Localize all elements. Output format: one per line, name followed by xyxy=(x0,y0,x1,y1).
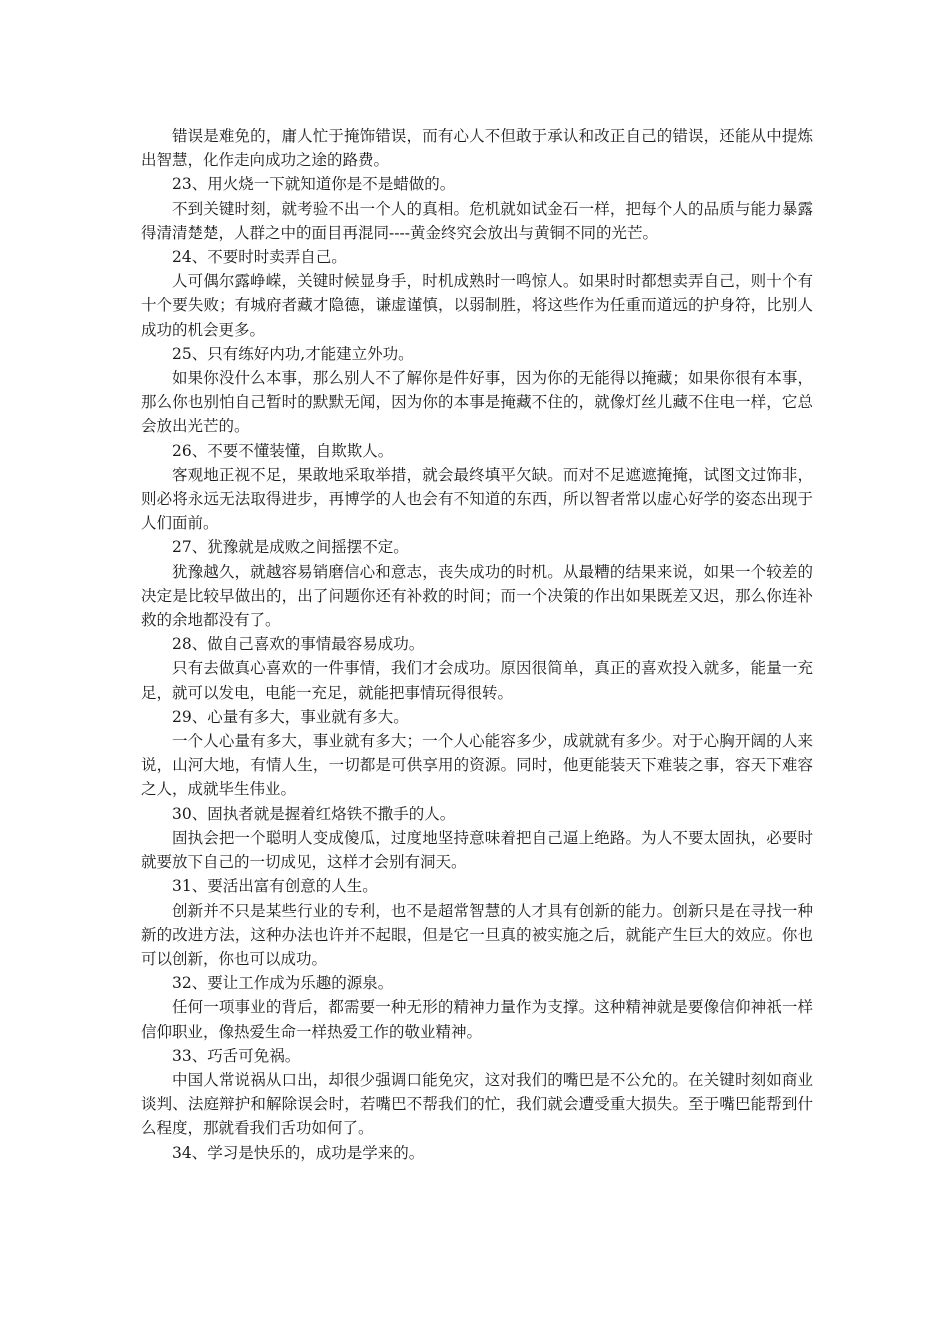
paragraph: 错误是难免的，庸人忙于掩饰错误，而有心人不但敢于承认和改正自己的错误，还能从中提炼出智慧，化作走向成功之途的路费。 xyxy=(141,127,813,170)
paragraph: 中国人常说祸从口出，却很少强调口能免灾，这对我们的嘴巴是不公允的。在关键时刻如商业谈判、法庭辩护和解除误会时，若嘴巴不帮我们的忙，我们就会遭受重大损失。至于嘴巴能帮到什么程度，那就看我们舌功如何了。 xyxy=(141,1070,813,1138)
section-heading-34: 34、学习是快乐的，成功是学来的。 xyxy=(172,1143,425,1162)
paragraph: 固执会把一个聪明人变成傻瓜，过度地坚持意味着把自己逼上绝路。为人不要太固执，必要时就要放下自己的一切成见，这样才会别有洞天。 xyxy=(141,828,813,872)
paragraph: 犹豫越久，就越容易销磨信心和意志，丧失成功的时机。从最糟的结果来说，如果一个较差的决定是比较早做出的，出了问题你还有补救的时间；而一个决策的作出如果既差又迟，那么你连补救的余地都没有了。 xyxy=(141,562,813,630)
paragraph: 创新并不只是某些行业的专利，也不是超常智慧的人才具有创新的能力。创新只是在寻找一种新的改进方法，这种办法也许并不起眼，但是它一旦真的被实施之后，就能产生巨大的效应。你也可以创新，你也可以成功。 xyxy=(141,901,813,968)
section-heading-29: 29、心量有多大，事业就有多大。 xyxy=(172,707,409,726)
paragraph: 人可偶尔露峥嵘，关键时候显身手，时机成熟时一鸣惊人。如果时时都想卖弄自己，则十个有十个要失败；有城府者藏才隐德，谦虚谨慎，以弱制胜，将这些作为任重而道远的护身符，比别人成功的机会更多。 xyxy=(141,272,813,339)
paragraph: 客观地正视不足，果敢地采取举措，就会最终填平欠缺。而对不足遮遮掩掩，试图文过饰非，则必将永远无法取得进步，再博学的人也会有不知道的东西，所以智者常以虚心好学的姿态出现于人们面前。 xyxy=(141,465,813,533)
paragraph: 不到关键时刻，就考验不出一个人的真相。危机就如试金石一样，把每个人的品质与能力暴露得清清楚楚，人群之中的面目再混同----黄金终究会放出与黄铜不同的光芒。 xyxy=(141,199,813,242)
section-heading-27: 27、犹豫就是成败之间摇摆不定。 xyxy=(172,538,409,557)
section-heading-32: 32、要让工作成为乐趣的源泉。 xyxy=(172,974,394,993)
section-heading-23: 23、用火烧一下就知道你是不是蜡做的。 xyxy=(172,175,456,194)
section-heading-33: 33、巧舌可免祸。 xyxy=(172,1046,301,1065)
section-heading-28: 28、做自己喜欢的事情最容易成功。 xyxy=(172,635,425,654)
section-heading-30: 30、固执者就是握着红烙铁不撒手的人。 xyxy=(172,804,456,823)
section-heading-31: 31、要活出富有创意的人生。 xyxy=(172,877,378,896)
paragraph: 任何一项事业的背后，都需要一种无形的精神力量作为支撑。这种精神就是要像信仰神祇一样信仰职业，像热爱生命一样热爱工作的敬业精神。 xyxy=(141,998,813,1041)
paragraph: 一个人心量有多大，事业就有多大；一个人心能容多少，成就就有多少。对于心胸开阔的人来说，山河大地，有情人生，一切都是可供享用的资源。同时，他更能装天下难装之事，容天下难容之人，成就毕生伟业。 xyxy=(141,732,813,799)
section-heading-24: 24、不要时时卖弄自己。 xyxy=(172,248,347,267)
section-heading-26: 26、不要不懂装懂，自欺欺人。 xyxy=(172,441,394,460)
paragraph: 只有去做真心喜欢的一件事情，我们才会成功。原因很简单，真正的喜欢投入就多，能量一充足，就可以发电，电能一充足，就能把事情玩得很转。 xyxy=(141,659,813,702)
document-body xyxy=(141,124,813,1165)
section-heading-25: 25、只有练好内功,才能建立外功。 xyxy=(172,344,414,363)
paragraph: 如果你没什么本事，那么别人不了解你是件好事，因为你的无能得以掩藏；如果你很有本事，那么你也别怕自己暂时的默默无闻，因为你的本事是掩藏不住的，就像灯丝儿藏不住电一样，它总会放出光芒的。 xyxy=(141,369,813,436)
